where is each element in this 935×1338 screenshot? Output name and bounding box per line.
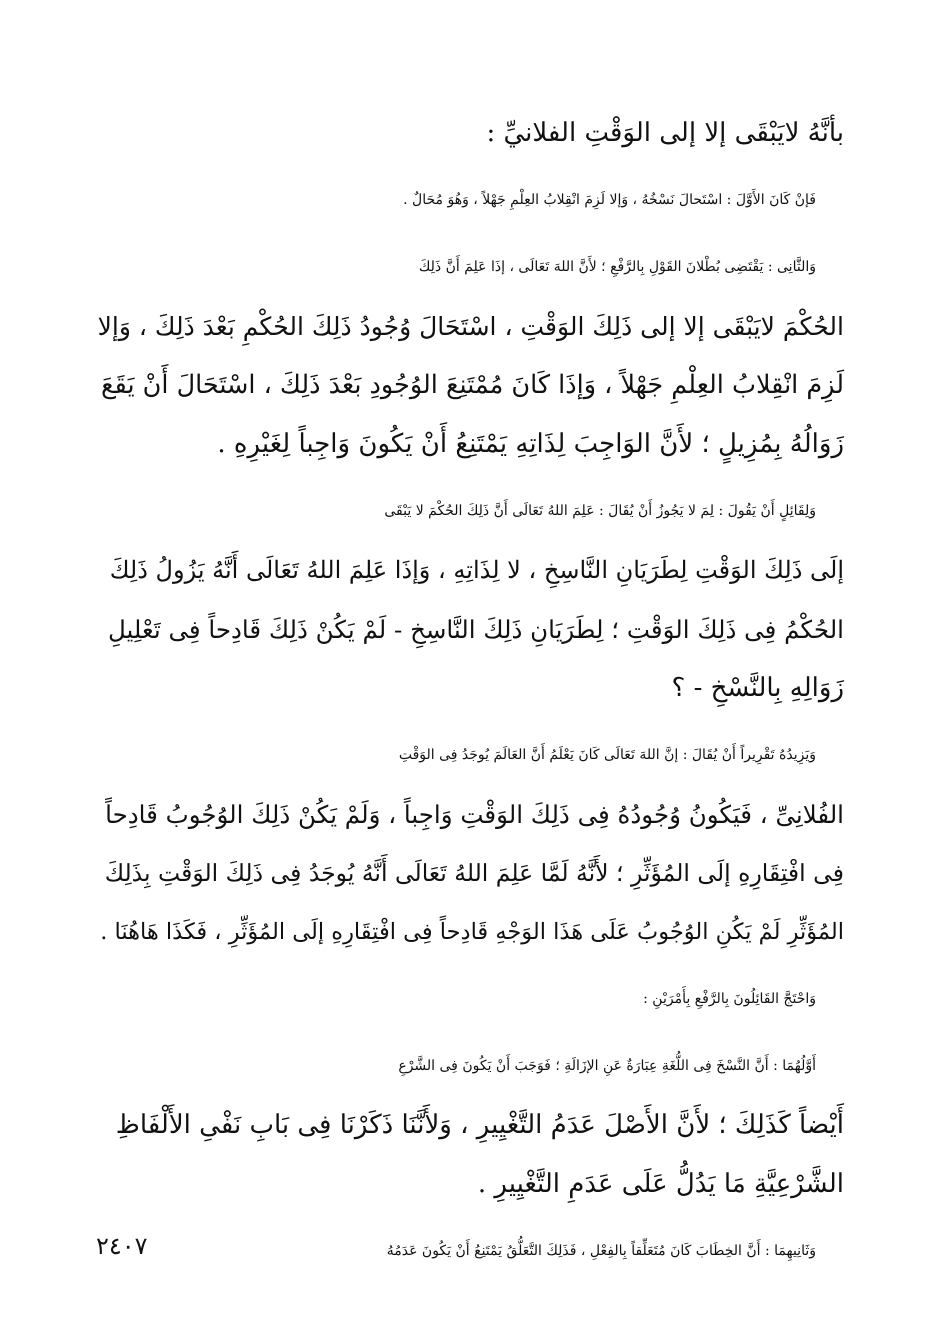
text-line: الحُكْمُ فِى ذَلِكَ الوَقْتِ ؛ لِطَرَيَانِ ذَلِكَ النَّاسِخِ - لَمْ يَكُنْ ذَلِكَ قَادِحاً فِى تَعْلِيلِ xyxy=(107,615,844,644)
text-line: وَالثَّانِى : يَقْتَضِى بُطْلانَ القَوْلِ بِالرَّفْعِ ؛ لأَنَّ اللهَ تَعَالَى ، إذَا عَلِمَ أَنَّ ذَلِكَ xyxy=(418,259,816,275)
text-line: وَلِقَائِلٍ أَنْ يَقُولَ : لِمَ لا يَجُوزُ أَنْ يُقَالَ : عَلِمَ اللهُ تَعَالَى أَنَّ ذَلِكَ الحُكْمَ لا يَبْقَى xyxy=(384,503,816,519)
text-line: فِى افْتِقَارِهِ إلَى المُؤَثِّرِ ؛ لأَنَّهُ لَمَّا عَلِمَ اللهُ تَعَالَى أَنَّهُ يُوجَدُ فِى ذَلِكَ الوَقْتِ بِذَلِكَ xyxy=(104,859,844,887)
paragraph-gap xyxy=(96,1214,844,1222)
paragraph-gap xyxy=(96,1029,844,1037)
text-line: بأنَّهُ لايَبْقَى إلا إلى الوَقْتِ الفلانيِّ : xyxy=(486,118,844,148)
text-line: المُؤَثِّرِ لَمْ يَكُنِ الوُجُوبُ عَلَى هَذَا الوَجْهِ قَادِحاً فِى افْتِقَارِهِ إلَى المُؤَثِّرِ ، فَكَذَا هَاهُنَا . xyxy=(100,919,844,945)
paragraph-gap xyxy=(96,962,844,970)
paragraph-gap xyxy=(96,163,844,171)
text-line: الفُلانِىِّ ، فَيَكُونُ وُجُودُهُ فِى ذَلِكَ الوَقْتِ وَاجِباً ، وَلَمْ يَكُنْ ذَلِكَ الوُجُوبُ قَادِحاً xyxy=(105,800,844,829)
text-line: وَيَزِيدُهُ تَقْرِيراً أَنْ يُقَالَ : إنَّ اللهَ تَعَالَى كَانَ يَعْلَمُ أَنَّ العَالَمَ يُوجَدُ فِى الوَقْتِ xyxy=(398,747,816,763)
text-line: فَإنْ كَانَ الأَوَّلَ : اسْتَحالَ نَسْخُهُ ، وَإلا لَزِمَ انْقِلابُ العِلْمِ جَهْلاً ، وَهُوَ مُحَالٌ . xyxy=(403,192,816,208)
text-line: الشَّرْعِيَّةِ مَا يَدُلُّ عَلَى عَدَمِ التَّغْيِيرِ . xyxy=(477,1169,844,1199)
text-line: أَيْضاً كَذَلِكَ ؛ لأَنَّ الأَصْلَ عَدَمُ التَّغْيِيرِ ، وَلأَنَّنَا ذَكَرْنَا فِى بَابِ نَفْىِ الأَلْفَاظِ xyxy=(115,1110,844,1140)
body-text xyxy=(96,104,844,1281)
text-line: وَاحْتَجَّ القَائِلُونَ بِالرَّفْعِ بِأَمْرَيْنِ : xyxy=(643,991,816,1007)
page-number: ٢٤٠٧ xyxy=(96,1232,148,1260)
text-line: لَزِمَ انْقِلابُ العِلْمِ جَهْلاً ، وَإذَا كَانَ مُمْتَنِعَ الوُجُودِ بَعْدَ ذَلِكَ ، اسْتَحَالَ أَنْ يَقَعَ xyxy=(100,370,844,400)
paragraph-gap xyxy=(96,230,844,238)
paragraph-gap xyxy=(96,718,844,726)
text-line: إلَى ذَلِكَ الوَقْتِ لِطَرَيَانِ النَّاسِخِ ، لا لِذَاتِهِ ، وَإذَا عَلِمَ اللهُ تَعَالَى أَنَّهُ يَزُولُ ذَلِكَ xyxy=(109,556,844,584)
text-line: الحُكْمَ لايَبْقَى إلا إلى ذَلِكَ الوَقْتِ ، اسْتَحَالَ وُجُودُ ذَلِكَ الحُكْمِ بَعْدَ ذَلِكَ ، وَإلا xyxy=(97,312,844,341)
text-line: وَثَانِيهِمَا : أَنَّ الخِطَابَ كَانَ مُتَعَلِّقاً بِالفِعْلِ ، فَذَلِكَ التَّعَلُّقُ يَمْتَنِعُ أَنْ يَكُونَ عَدَمُهُ xyxy=(386,1243,816,1259)
text-line: زَوَالُهُ بِمُزِيلٍ ؛ لأَنَّ الوَاجِبَ لِذَاتِهِ يَمْتَنِعُ أَنْ يَكُونَ وَاجِباً لِغَيْرِهِ . xyxy=(217,429,844,459)
paragraph-gap xyxy=(96,474,844,482)
text-line: زَوَالِهِ بِالنَّسْخِ - ؟ xyxy=(671,673,844,703)
text-line: أَوَّلُهُمَا : أَنَّ النَّسْخَ فِى اللُّغَةِ عِبَارَةٌ عَنِ الإزَالَةِ ؛ فَوَجَبَ أَنْ يَكُونَ فِى الشَّرْعِ xyxy=(398,1058,816,1074)
